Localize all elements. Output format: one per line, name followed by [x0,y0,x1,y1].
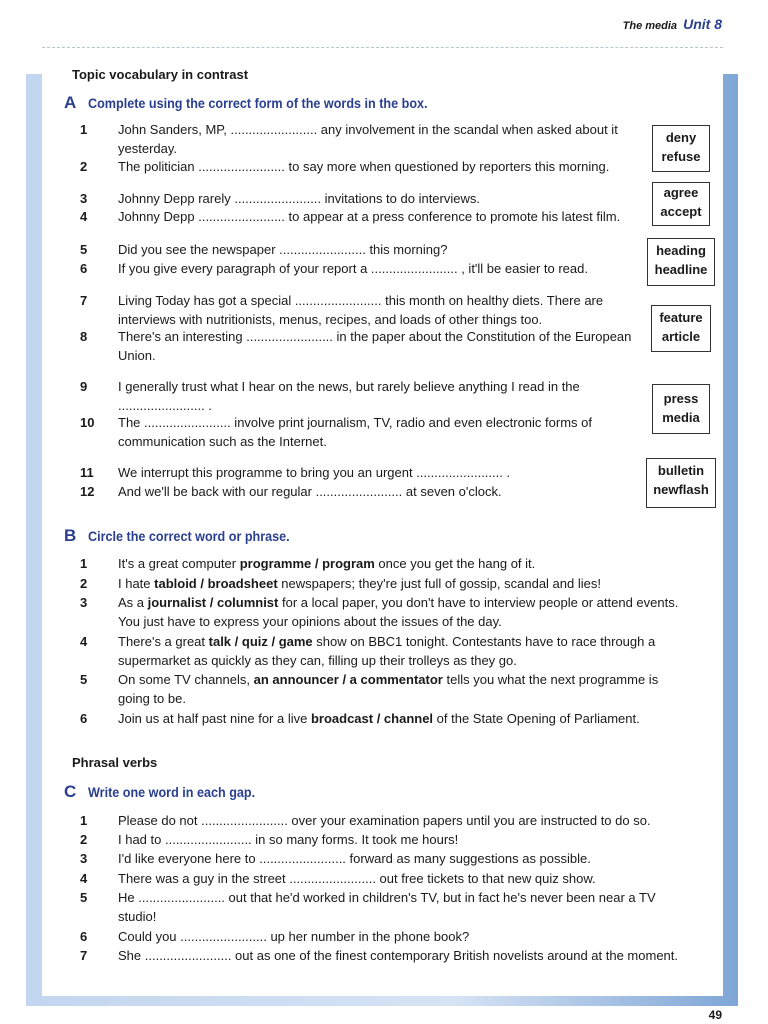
box-word: bulletin [657,463,705,478]
section-b-letter: B [64,526,77,545]
box-word: headline [654,262,708,277]
item-text: tells you what the next programme is going to be. [118,672,659,706]
box-word: feature [659,310,703,325]
item-text: I hate [118,576,155,591]
item-text: He ........................ out that he'd worked in children's TV, but in fact he's never been near a TV studio! [118,890,656,924]
option-choice[interactable]: journalist / columnist [147,595,279,610]
item-text: Living Today has got a special ........................ this month on healthy diets. There are interviews with nutritionists, menus, recipes, and loads of other things too. [118,293,604,327]
item-text: show on BBC1 tonight. Contestants have to race through a supermarket as quickly as they can, filling up their trolleys as they go. [118,634,656,668]
item-text: for a local paper, you don't have to interview people or attend events. You just have to express your opinions about the issues of the day. [118,595,679,629]
item-text: There's a great [118,634,209,649]
option-choice[interactable]: talk / quiz / game [208,634,313,649]
item-text: On some TV channels, [118,672,254,687]
c-item-7 [80,947,680,966]
item-text: John Sanders, MP, ........................ any involvement in the scandal when asked about it yesterday. [118,122,618,156]
item-text: She ........................ out as one of the finest contemporary British novelists around at the moment. [118,948,678,963]
c-item-6 [80,928,680,947]
item-number: 5 [80,242,88,257]
item-number: 7 [80,948,88,963]
item-number: 1 [80,122,88,137]
page-number: 49 [708,1008,722,1022]
item-number: 6 [80,711,88,726]
topic-heading: Topic vocabulary in contrast [72,67,249,82]
box-word: article [661,329,701,344]
item-text: And we'll be back with our regular ........................ at seven o'clock. [118,484,502,499]
item-text: I'd like everyone here to ........................ forward as many suggestions as possible. [118,851,591,866]
b-item-1 [80,555,680,574]
item-text: Join us at half past nine for a live [118,711,311,726]
a-item-10 [80,414,642,451]
box-word: media [662,410,700,425]
item-text: There was a guy in the street ........................ out free tickets to that new quiz show. [118,871,596,886]
item-number: 11 [80,465,94,480]
section-a-letter: A [64,93,77,112]
box-word: accept [660,204,702,219]
item-text: The politician ........................ to say more when questioned by reporters this morning. [118,159,610,174]
item-number: 8 [80,329,88,344]
item-text: The ........................ involve print journalism, TV, radio and even electronic forms of communication such as the Internet. [118,415,592,449]
item-text: Did you see the newspaper ........................ this morning? [118,242,448,257]
box-word: refuse [661,149,701,164]
item-number: 3 [80,191,88,206]
a-item-8 [80,328,642,365]
b-item-3 [80,594,680,631]
item-number: 1 [80,813,88,828]
section-a-instruction: Complete using the correct form of the words in the box. [88,95,428,111]
a-item-12 [80,483,642,502]
item-text: There's an interesting ........................ in the paper about the Constitution of the European Union. [118,329,632,363]
word-box-1 [652,125,710,172]
box-word: deny [665,130,697,145]
c-item-1 [80,812,680,831]
option-choice[interactable]: tabloid / broadsheet [154,576,278,591]
exercise-panel [42,47,723,996]
box-word: heading [656,243,706,258]
item-number: 6 [80,929,88,944]
word-box-3 [647,238,715,286]
option-choice[interactable]: an announcer / a commentator [253,672,443,687]
item-text: We interrupt this programme to bring you an urgent ........................ . [118,465,511,480]
item-number: 2 [80,576,88,591]
header-unit: Unit 8 [683,16,722,32]
item-number: 4 [80,209,88,224]
item-text: I generally trust what I hear on the news, but rarely believe anything I read in the ........................ . [118,379,580,413]
word-box-4 [651,305,711,352]
box-word: newflash [653,482,709,497]
header-section: The media [622,20,678,32]
item-number: 4 [80,634,88,649]
item-number: 7 [80,293,88,308]
phrasal-heading: Phrasal verbs [72,755,158,770]
a-item-5 [80,241,642,260]
a-item-4 [80,208,642,227]
item-number: 10 [80,415,95,430]
item-number: 1 [80,556,88,571]
section-b-instruction: Circle the correct word or phrase. [88,528,290,544]
item-text: Please do not ........................ over your examination papers until you are instructed to do so. [118,813,651,828]
a-item-3 [80,190,642,209]
word-box-5 [652,384,710,434]
item-text: newspapers; they're just full of gossip, scandal and lies! [277,576,601,591]
item-text: If you give every paragraph of your report a ........................ , it'll be easier to read. [118,261,588,276]
a-item-9 [80,378,642,415]
a-item-7 [80,292,642,329]
a-item-2 [80,158,642,177]
b-item-4 [80,633,680,670]
item-text: Johnny Depp ........................ to appear at a press conference to promote his latest film. [118,209,621,224]
box-word: press [663,391,699,406]
c-item-3 [80,850,680,869]
b-item-5 [80,671,680,708]
item-text: once you get the hang of it. [374,556,536,571]
item-number: 4 [80,871,88,886]
item-text: I had to ........................ in so many forms. It took me hours! [118,832,459,847]
a-item-11 [80,464,642,483]
item-number: 5 [80,672,88,687]
option-choice[interactable]: broadcast / channel [310,711,434,726]
item-text: Johnny Depp rarely ........................ invitations to do interviews. [118,191,480,206]
item-text: of the State Opening of Parliament. [433,711,640,726]
item-number: 12 [80,484,95,499]
word-box-6 [646,458,716,508]
section-c-instruction: Write one word in each gap. [88,784,256,800]
item-number: 2 [80,159,88,174]
item-text: As a [118,595,148,610]
box-word: agree [663,185,699,200]
item-text: It's a great computer [118,556,240,571]
running-header [623,16,722,32]
option-choice[interactable]: programme / program [239,556,375,571]
item-number: 3 [80,851,88,866]
item-text: Could you ........................ up her number in the phone book? [118,929,470,944]
item-number: 2 [80,832,88,847]
item-number: 3 [80,595,88,610]
item-number: 6 [80,261,88,276]
c-item-2 [80,831,680,850]
section-a-heading [64,93,465,113]
b-item-6 [80,710,680,729]
c-item-4 [80,870,680,889]
section-c-heading [64,782,274,802]
section-c-letter: C [64,782,77,801]
item-number: 5 [80,890,88,905]
word-box-2 [652,182,710,226]
a-item-6 [80,260,642,279]
c-item-5 [80,889,680,926]
b-item-2 [80,575,680,594]
item-number: 9 [80,379,88,394]
a-item-1 [80,121,642,158]
section-b-heading [64,526,312,546]
